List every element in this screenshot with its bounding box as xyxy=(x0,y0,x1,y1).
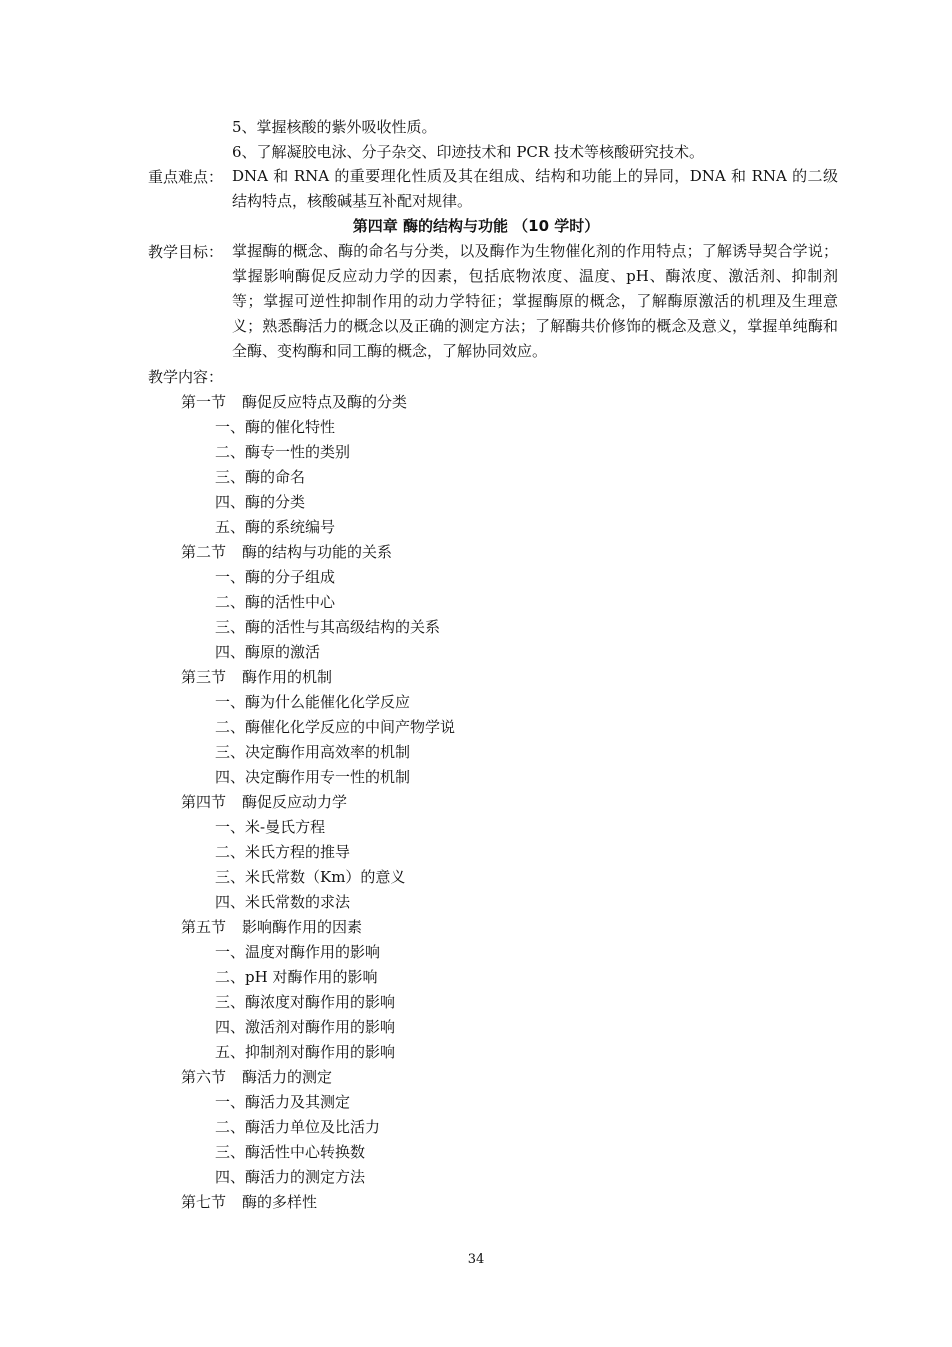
outline-item: 四、决定酶作用专一性的机制 xyxy=(215,768,411,786)
section-title: 酶的结构与功能的关系 xyxy=(242,543,393,561)
outline-item: 四、酶原的激活 xyxy=(215,643,321,661)
outline-item: 四、米氏常数的求法 xyxy=(215,893,351,911)
section-title: 酶活力的测定 xyxy=(242,1068,333,1086)
outline-item: 一、酶的催化特性 xyxy=(215,418,336,436)
outline-item: 三、酶活性中心转换数 xyxy=(215,1143,366,1161)
section-title: 酶促反应特点及酶的分类 xyxy=(242,393,408,411)
section-number: 第七节 xyxy=(181,1193,227,1211)
outline-item: 三、酶的命名 xyxy=(215,468,306,486)
section-heading xyxy=(181,1067,332,1087)
section-heading xyxy=(181,792,347,812)
section-heading xyxy=(181,392,407,412)
section-number: 第四节 xyxy=(181,793,227,811)
outline-item: 一、酶的分子组成 xyxy=(215,568,336,586)
section-heading xyxy=(181,917,362,937)
outline-item: 一、温度对酶作用的影响 xyxy=(215,943,381,961)
goals-label: 教学目标： xyxy=(148,243,224,261)
outline-item: 四、酶活力的测定方法 xyxy=(215,1168,366,1186)
outline-item: 二、米氏方程的推导 xyxy=(215,843,351,861)
section-heading xyxy=(181,667,332,687)
section-title: 酶促反应动力学 xyxy=(242,793,348,811)
outline-item: 五、酶的系统编号 xyxy=(215,518,336,536)
outline-item: 五、抑制剂对酶作用的影响 xyxy=(215,1043,396,1061)
outline-item: 二、酶专一性的类别 xyxy=(215,443,351,461)
section-title: 酶的多样性 xyxy=(242,1193,318,1211)
outline-item: 四、激活剂对酶作用的影响 xyxy=(215,1018,396,1036)
outline-item: 三、酶的活性与其高级结构的关系 xyxy=(215,618,441,636)
outline-item: 四、酶的分类 xyxy=(215,493,306,511)
section-number: 第六节 xyxy=(181,1068,227,1086)
section-heading xyxy=(181,542,392,562)
outline-item: 二、pH 对酶作用的影响 xyxy=(215,968,378,986)
goals-text: 掌握酶的概念、酶的命名与分类，以及酶作为生物催化剂的作用特点；了解诱导契合学说；掌握影响酶促反应动力学的因素，包括底物浓度、温度、pH、酶浓度、激活剂、抑制剂等；掌握可逆性抑制作用的动力学特征；掌握酶原的概念，了解酶原激活的机理及生理意义；熟悉酶活力的概念以及正确的测定方法；了解酶共价修饰的概念及意义，掌握单纯酶和全酶、变构酶和同工酶的概念，了解协同效应。 xyxy=(232,242,838,360)
outline-item: 一、酶为什么能催化化学反应 xyxy=(215,693,411,711)
outline-item: 一、米-曼氏方程 xyxy=(215,818,326,836)
outline-item: 二、酶活力单位及比活力 xyxy=(215,1118,381,1136)
key-points-label: 重点难点： xyxy=(148,168,224,186)
section-number: 第二节 xyxy=(181,543,227,561)
section-number: 第五节 xyxy=(181,918,227,936)
outline-item: 三、酶浓度对酶作用的影响 xyxy=(215,993,396,1011)
page-number: 34 xyxy=(467,1252,485,1267)
section-number: 第一节 xyxy=(181,393,227,411)
objective-item-6: 6、了解凝胶电泳、分子杂交、印迹技术和 PCR 技术等核酸研究技术。 xyxy=(232,143,704,161)
outline-item: 一、酶活力及其测定 xyxy=(215,1093,351,1111)
outline-item: 三、决定酶作用高效率的机制 xyxy=(215,743,411,761)
outline-item: 二、酶的活性中心 xyxy=(215,593,336,611)
content-label: 教学内容： xyxy=(148,368,224,386)
key-points-text: DNA 和 RNA 的重要理化性质及其在组成、结构和功能上的异同，DNA 和 RNA 的二级结构特点，核酸碱基互补配对规律。 xyxy=(232,167,838,210)
outline-item: 三、米氏常数（Km）的意义 xyxy=(215,868,406,886)
objective-item-5: 5、掌握核酸的紫外吸收性质。 xyxy=(232,118,437,136)
section-heading xyxy=(181,1192,317,1212)
section-title: 影响酶作用的因素 xyxy=(242,918,363,936)
section-number: 第三节 xyxy=(181,668,227,686)
section-title: 酶作用的机制 xyxy=(242,668,333,686)
chapter-title: 第四章 酶的结构与功能 （10 学时） xyxy=(352,217,600,235)
outline-item: 二、酶催化化学反应的中间产物学说 xyxy=(215,718,456,736)
